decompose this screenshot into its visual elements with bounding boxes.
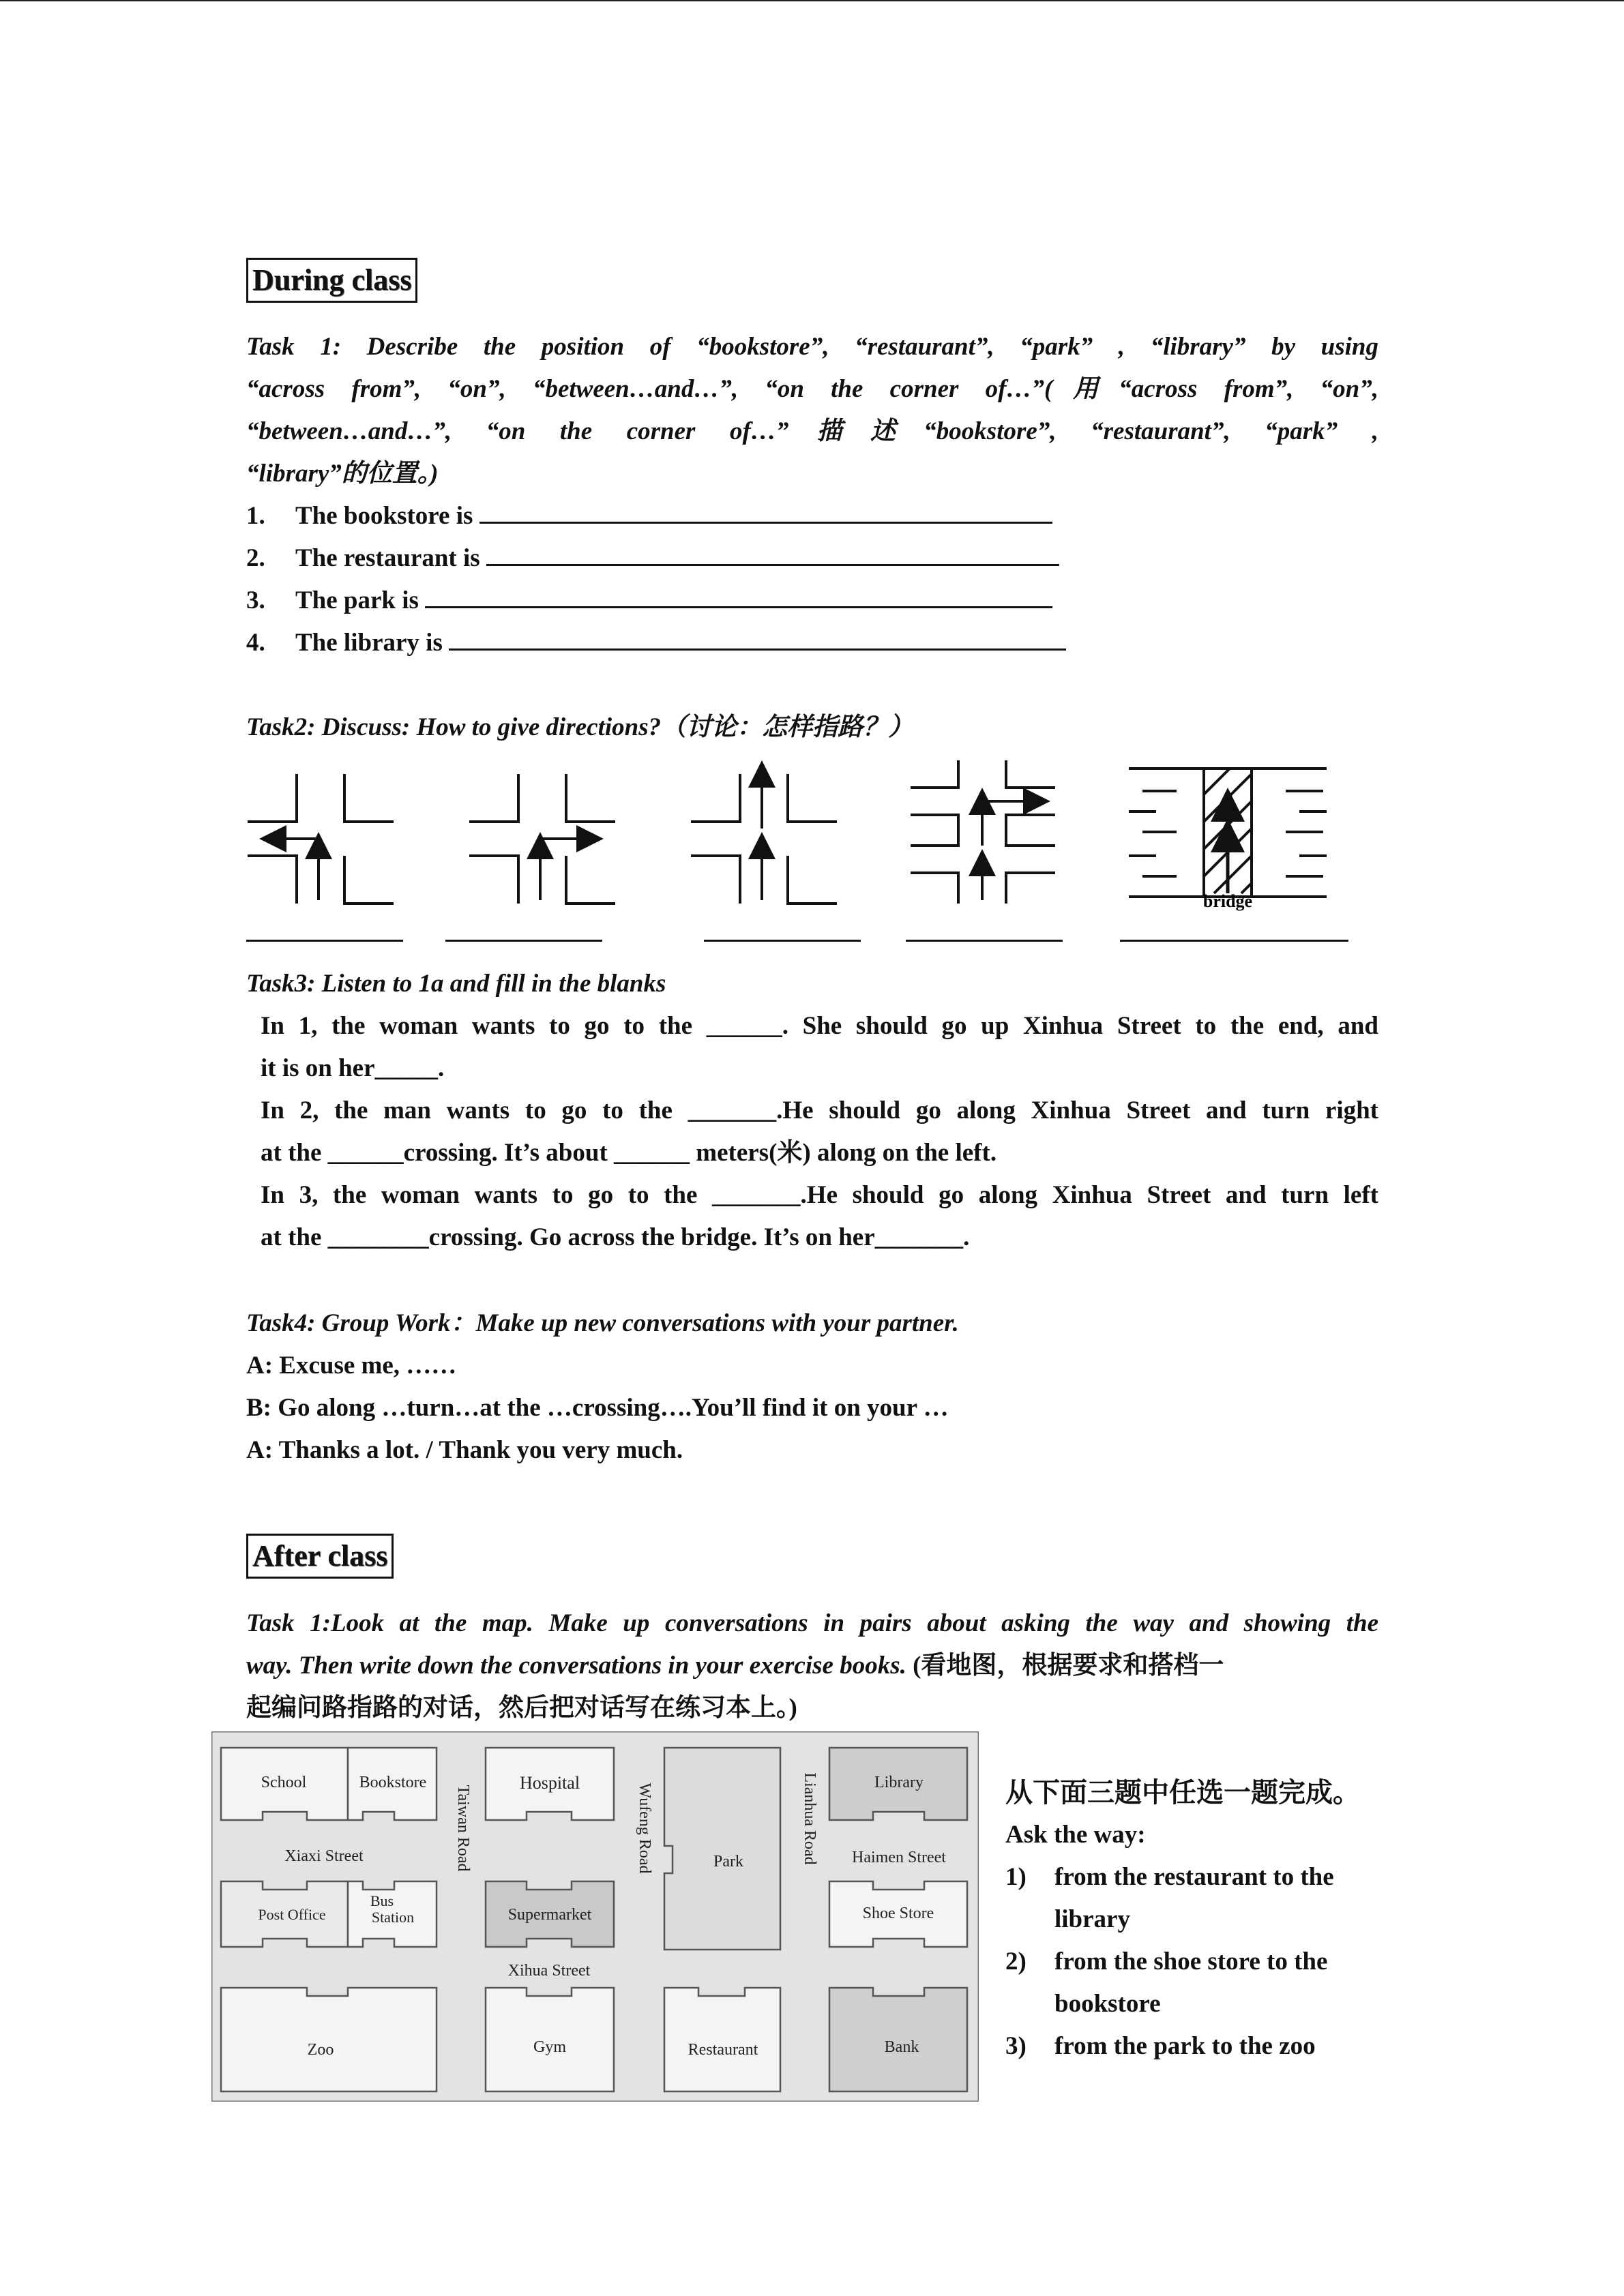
side-item-line2: bookstore: [1054, 1990, 1161, 2018]
bridge-label: bridge: [1202, 891, 1253, 911]
turn-left-diagram: [248, 774, 394, 904]
task1-instruction-line4: “library”的位置。): [246, 460, 439, 488]
direction-answer-line[interactable]: [246, 940, 403, 942]
go-straight-diagram: [691, 774, 837, 904]
school-label: School: [261, 1774, 307, 1791]
task1-item: [246, 622, 1378, 664]
bus-station-label-2: Station: [371, 1909, 415, 1926]
zoo-block: [221, 1988, 437, 2091]
item-text: The bookstore is: [295, 502, 473, 530]
task4-title: Task4: Group Work：Make up new conversations with your partner.: [246, 1309, 959, 1337]
item-number: 1.: [246, 502, 265, 530]
side-item: [1005, 1941, 1387, 1983]
answer-blank[interactable]: [425, 582, 1052, 608]
task1-instruction-line1: Task 1: Describe the position of “bookstore”, “restaurant”, “park” , “library” by using: [246, 333, 1378, 361]
park-label: Park: [713, 1853, 743, 1870]
library-label: Library: [874, 1774, 924, 1791]
post-office-label: Post Office: [258, 1906, 326, 1923]
zoo-label: Zoo: [307, 2041, 334, 2059]
bookstore-label: Bookstore: [359, 1774, 427, 1791]
task4-line: B: Go along …turn…at the …crossing….You’ll find it on your …: [246, 1394, 949, 1422]
side-item: [1005, 1856, 1387, 1898]
haimen-street-label: Haimen Street: [852, 1849, 946, 1866]
hospital-label: Hospital: [519, 1773, 580, 1793]
task3-line: In 2, the man wants to go to the _______.He should go along Xinhua Street and turn right: [261, 1097, 1378, 1124]
item-number: 2.: [246, 544, 265, 572]
after-task1-line1: Task 1:Look at the map. Make up conversations in pairs about asking the way and showing the: [246, 1609, 1378, 1637]
xihua-street-label: Xihua Street: [507, 1962, 591, 1980]
item-text: The restaurant is: [295, 544, 480, 572]
turn-right-diagram: [469, 774, 615, 904]
after-task1-line3: 起编问路指路的对话，然后把对话写在练习本上。): [246, 1694, 797, 1722]
task4-line: A: Excuse me, ……: [246, 1352, 457, 1380]
item-text: The library is: [295, 629, 443, 657]
side-item-number: 1): [1005, 1863, 1027, 1891]
task1-instruction-line2: “across from”, “on”, “between…and…”, “on the corner of…”(用“across from”, “on”,: [246, 375, 1378, 403]
direction-answer-line[interactable]: [445, 940, 602, 942]
item-text: The park is: [295, 586, 419, 614]
task3-line: it is on her_____.: [261, 1054, 445, 1082]
supermarket-label: Supermarket: [507, 1906, 592, 1924]
restaurant-label: Restaurant: [688, 2041, 758, 2059]
after-task1-line2-en: way. Then write down the conversations in your exercise books.: [246, 1652, 906, 1680]
side-item: [1005, 2025, 1387, 2068]
second-crossing-right-diagram: [911, 760, 1055, 904]
item-number: 4.: [246, 629, 265, 657]
task2-title: Task2: Discuss: How to give directions?（讨论：怎样指路？）: [246, 713, 914, 741]
bus-station-label-1: Bus: [370, 1892, 394, 1909]
task3-line: In 1, the woman wants to go to the ______. She should go up Xinhua Street to the end, and: [261, 1012, 1378, 1040]
wufeng-road-label: Wufeng Road: [636, 1783, 653, 1874]
task1-item: [246, 537, 1378, 580]
task1-item: [246, 495, 1378, 537]
task3-title: Task3: Listen to 1a and fill in the blanks: [246, 970, 666, 998]
side-item-line1: from the park to the zoo: [1054, 2032, 1316, 2060]
ask-the-way-heading: Ask the way:: [1005, 1821, 1146, 1849]
side-item-line1: from the restaurant to the: [1054, 1863, 1334, 1891]
park-block: [664, 1748, 780, 1950]
street-map: [211, 1731, 979, 2102]
answer-blank[interactable]: [449, 624, 1066, 651]
side-item-number: 2): [1005, 1948, 1027, 1976]
task1-item: [246, 580, 1378, 622]
page-top-border: [0, 0, 1624, 1]
bridge-diagram: [1129, 769, 1327, 897]
shoe-store-label: Shoe Store: [862, 1905, 934, 1922]
during-class-heading: During class: [246, 258, 417, 303]
direction-answer-line[interactable]: [704, 940, 861, 942]
after-task1-line2: [246, 1645, 1378, 1687]
xiaxi-street-label: Xiaxi Street: [284, 1847, 364, 1865]
after-task1-line2-cn: (看地图，根据要求和搭档一: [906, 1652, 1224, 1680]
gym-label: Gym: [533, 2038, 566, 2056]
lianhua-road-label: Lianhua Road: [801, 1772, 818, 1865]
item-number: 3.: [246, 586, 265, 614]
direction-answer-line[interactable]: [906, 940, 1063, 942]
answer-blank[interactable]: [479, 497, 1052, 524]
side-item-line1: from the shoe store to the: [1054, 1948, 1328, 1976]
task1-instruction-line3: “between…and…”, “on the corner of…”描述“bookstore”, “restaurant”, “park” ,: [246, 417, 1378, 445]
bank-label: Bank: [884, 2038, 919, 2056]
answer-blank[interactable]: [486, 539, 1059, 566]
direction-answer-line[interactable]: [1120, 940, 1348, 942]
restaurant-block: [664, 1988, 780, 2091]
side-item-number: 3): [1005, 2032, 1027, 2060]
task4-line: A: Thanks a lot. / Thank you very much.: [246, 1436, 683, 1464]
choose-one-instruction: 从下面三题中任选一题完成。: [1005, 1777, 1360, 1808]
after-class-heading: After class: [246, 1534, 394, 1579]
side-item-line2: library: [1054, 1905, 1130, 1933]
task3-line: at the ______crossing. It’s about ______ meters(米) along on the left.: [261, 1139, 997, 1167]
task3-line: In 3, the woman wants to go to the _______.He should go along Xinhua Street and turn left: [261, 1181, 1378, 1209]
task3-line: at the ________crossing. Go across the bridge. It’s on her_______.: [261, 1223, 970, 1251]
direction-diagrams: [242, 754, 1347, 931]
taiwan-road-label: Taiwan Road: [454, 1785, 472, 1872]
